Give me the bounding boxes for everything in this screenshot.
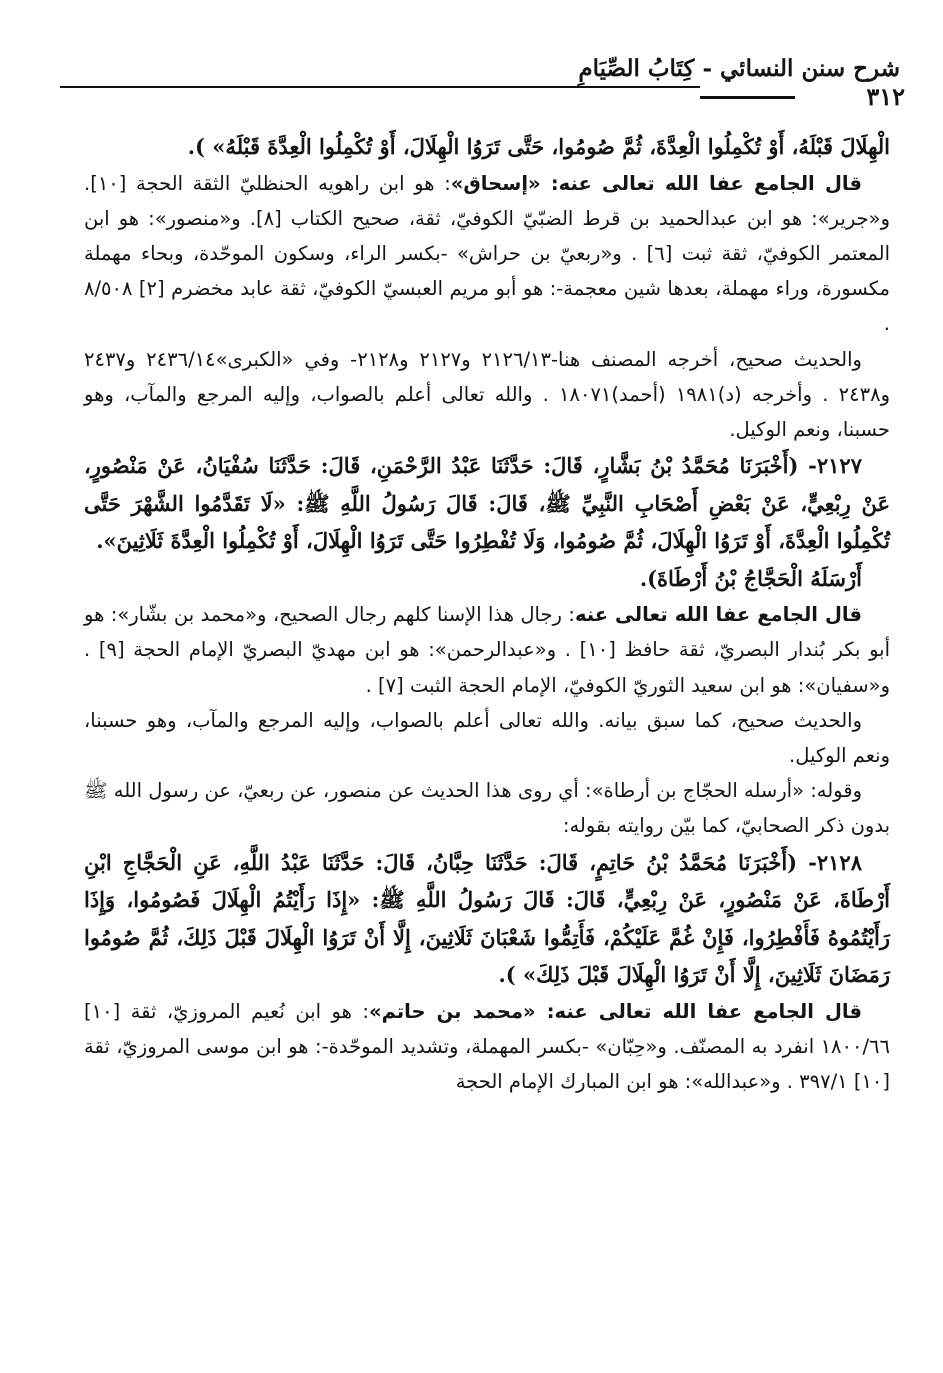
commentary-text: والحديث صحيح، أخرجه المصنف هنا-٢١٢٦/١٣ و٢١٢٧ و٢١٢٨- وفي «الكبرى»٢٤٣٦/١٤ و٢٤٣٧ و٢٤٣٨ . وأخرجه (د)١٩٨١ (أحمد)١٨٠٧١ . والله تعالى أعلم بالصواب، وإليه المرجع والمآب، وهو حسبنا، ونعم الوكيل.	[84, 347, 890, 441]
commentary-lead: قال الجامع عفا الله تعالى عنه	[574, 603, 862, 627]
commentary-takhrij-1	[84, 342, 890, 448]
commentary-narrators-1	[84, 166, 890, 342]
header-title: شرح سنن النسائي - كِتَابُ الصِّيَامِ	[578, 55, 900, 82]
commentary-narrators-2	[84, 597, 890, 703]
hadith-text: ٢١٢٧- (أَخْبَرَنَا مُحَمَّدُ بْنُ بَشَّارٍ، قَالَ: حَدَّثَنَا عَبْدُ الرَّحْمَنِ، قَالَ: حَدَّثَنَا سُفْيَانُ، عَنْ مَنْصُورٍ، عَنْ رِبْعِيٍّ، عَنْ بَعْضِ أَصْحَابِ النَّبِيِّ ﷺ، قَالَ: قَالَ رَسُولُ اللَّهِ ﷺ: «لَا تَقَدَّمُوا الشَّهْرَ حَتَّى تُكْمِلُوا الْعِدَّةَ، أَوْ تَرَوُا الْهِلَالَ، ثُمَّ صُومُوا، وَلَا تُفْطِرُوا حَتَّى تَرَوُا الْهِلَالَ، أَوْ تُكْمِلُوا الْعِدَّةَ ثَلَاثِينَ».	[84, 453, 890, 554]
page-number: ٣١٢	[866, 82, 905, 111]
page-number-rule	[700, 96, 795, 99]
commentary-text: وقوله: «أرسله الحجّاج بن أرطاة»: أي روى هذا الحديث عن منصور، عن ربعيّ، عن رسول الله ﷺ بدون ذكر الصحابيّ، كما بيّن روايته بقوله:	[84, 779, 890, 838]
hadith-2127	[84, 447, 890, 560]
page-body	[84, 128, 890, 1099]
hadith-2128	[84, 844, 890, 994]
hadith-text: ٢١٢٨- (أَخْبَرَنَا مُحَمَّدُ بْنُ حَاتِمٍ، قَالَ: حَدَّثَنَا حِبَّانُ، قَالَ: حَدَّثَنَا عَبْدُ اللَّهِ، عَنِ الْحَجَّاجِ ابْنِ أَرْطَاةَ، عَنْ مَنْصُورٍ، عَنْ رِبْعِيٍّ، قَالَ: قَالَ رَسُولُ اللَّهِ ﷺ: «إِذَا رَأَيْتُمُ الْهِلَالَ فَصُومُوا، وَإِذَا رَأَيْتُمُوهُ فَأَفْطِرُوا، فَإِنْ غُمَّ عَلَيْكُمْ، فَأَتِمُّوا شَعْبَانَ ثَلَاثِينَ، إِلَّا أَنْ تَرَوُا الْهِلَالَ قَبْلَ ذَلِكَ، ثُمَّ صُومُوا رَمَضَانَ ثَلَاثِينَ، إِلَّا أَنْ تَرَوُا الْهِلَالَ قَبْلَ ذَلِكَ» ).	[84, 849, 890, 988]
commentary-explanation	[84, 773, 890, 843]
commentary-text: : هو ابن راهويه الحنظليّ الثقة الحجة [١٠]. و«جرير»: هو ابن عبدالحميد بن قرط الضبّيّ الكوفيّ، ثقة، صحيح الكتاب [٨]. و«منصور»: هو ابن المعتمر الكوفيّ، ثقة ثبت [٦] . و«ربعيّ بن حراش» -بكسر الراء، وسكون الموحّدة، وبحاء مهملة مكسورة، وراء مهملة، بعدها شين معجمة-: هو أبو مريم العبسيّ الكوفيّ، ثقة عابد مخضرم [٢] ٨/٥٠٨ .	[84, 171, 890, 336]
commentary-text: : هو ابن نُعيم المروزيّ، ثقة [١٠] ١٨٠٠/٦٦ انفرد به المصنّف. و«حِبّان» -بكسر المهملة، وتشديد الموحّدة-: هو ابن موسى المروزيّ، ثقة [١٠] ٣٩٧/١ . و«عبدالله»: هو ابن المبارك الإمام الحجة	[84, 999, 890, 1093]
commentary-lead: قال الجامع عفا الله تعالى عنه: «محمد بن حاتم»	[368, 999, 862, 1023]
hadith-2127-note	[84, 560, 890, 598]
commentary-lead: قال الجامع عفا الله تعالى عنه: «إسحاق»	[450, 171, 862, 195]
hadith-text: أَرْسَلَهُ الْحَجَّاجُ بْنُ أَرْطَاةَ).	[639, 565, 862, 591]
commentary-narrators-3	[84, 994, 890, 1100]
hadith-text: الْهِلَالَ قَبْلَهُ، أَوْ تُكْمِلُوا الْعِدَّةَ، ثُمَّ صُومُوا، حَتَّى تَرَوُا الْهِلَالَ، أَوْ تُكْمِلُوا الْعِدَّةَ قَبْلَهُ» ).	[187, 134, 890, 159]
commentary-text: : رجال هذا الإسنا كلهم رجال الصحيح، و«محمد بن بشّار»: هو أبو بكر بُندار البصريّ، ثقة حافظ [١٠] . و«عبدالرحمن»: هو ابن مهديّ البصريّ الإمام الحجة [٩] . و«سفيان»: هو ابن سعيد الثوريّ الكوفيّ، الإمام الحجة الثبت [٧] .	[84, 603, 891, 697]
commentary-takhrij-2	[84, 703, 890, 773]
page-number-block	[700, 82, 905, 116]
hadith-continuation	[84, 128, 890, 166]
commentary-text: والحديث صحيح، كما سبق بيانه. والله تعالى أعلم بالصواب، وإليه المرجع والمآب، وهو حسبنا، ونعم الوكيل.	[84, 708, 890, 767]
